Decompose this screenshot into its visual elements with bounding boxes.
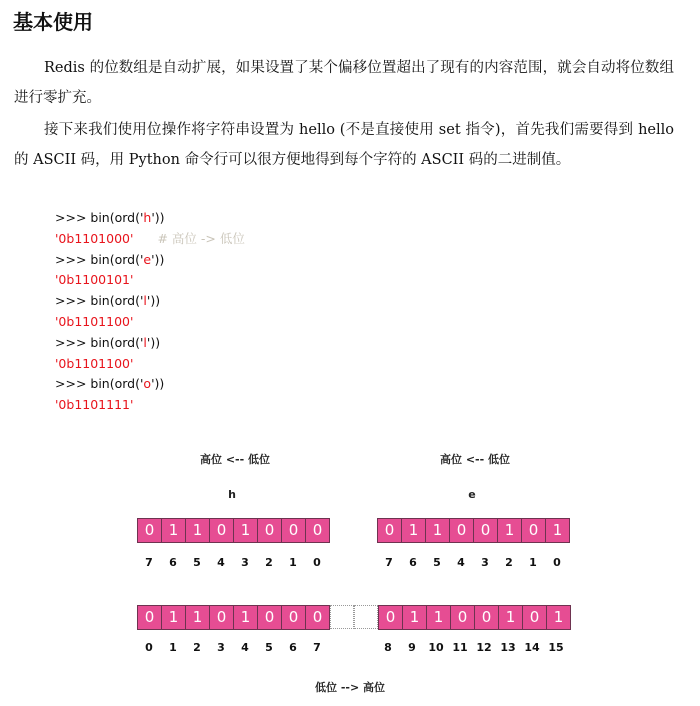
bit-cell: 1: [547, 605, 571, 630]
char-literal: e: [143, 251, 152, 267]
bit-index: 12: [476, 641, 492, 654]
prompt-end: ')): [151, 376, 165, 392]
code-command: [55, 333, 245, 354]
indices-e: [377, 556, 569, 569]
bit-cell: 1: [546, 518, 570, 543]
bit-index: 7: [313, 641, 321, 654]
bit-index: 1: [169, 641, 177, 654]
bit-cell: 0: [137, 518, 162, 543]
bit-index: 2: [193, 641, 201, 654]
bit-cell: 0: [450, 518, 474, 543]
empty-slot: [330, 605, 354, 629]
char-literal: h: [143, 210, 152, 225]
bit-cell: 1: [426, 518, 450, 543]
code-output: [55, 312, 245, 333]
code-output: [55, 354, 245, 375]
binary-output: '0b1101100': [55, 355, 134, 371]
code-output: [55, 270, 245, 291]
code-command: [55, 208, 245, 229]
binary-output: '0b1101111': [55, 397, 134, 413]
code-block: [55, 208, 245, 416]
bit-index: 11: [452, 641, 468, 654]
binary-output: '0b1100101': [55, 272, 134, 288]
bit-cell: 1: [186, 605, 210, 630]
prompt: >>> bin(ord(': [55, 210, 144, 225]
bit-cell: 1: [499, 605, 523, 630]
bit-index: 5: [193, 556, 201, 569]
code-command: [55, 374, 245, 395]
combined-bits: [137, 605, 571, 629]
bit-cell: 1: [498, 518, 522, 543]
prompt: >>> bin(ord(': [55, 334, 144, 350]
bit-cell: 0: [306, 518, 330, 543]
bit-index: 4: [457, 556, 465, 569]
code-comment: # 高位 -> 低位: [157, 230, 245, 246]
char-literal: l: [143, 334, 147, 350]
prompt: >>> bin(ord(': [55, 251, 144, 267]
bit-cell: 1: [234, 518, 258, 543]
bit-cell: 1: [162, 518, 186, 543]
prompt-end: ')): [146, 293, 161, 309]
bit-index: 5: [433, 556, 441, 569]
bit-index: 4: [217, 556, 225, 569]
bit-cell: 1: [427, 605, 451, 630]
bit-index: 6: [289, 641, 297, 654]
bit-cell: 1: [402, 518, 426, 543]
bit-cell: 0: [306, 605, 330, 630]
high-low-label: 高位 <-- 低位: [439, 453, 510, 466]
bit-cell: 0: [523, 605, 547, 630]
bit-index: 13: [500, 641, 516, 654]
bit-cell: 0: [475, 605, 499, 630]
bit-index: 1: [529, 556, 537, 569]
code-output: [55, 395, 245, 416]
section-title: 基本使用: [13, 10, 93, 34]
bit-index: 0: [145, 641, 153, 654]
char-literal: l: [143, 293, 147, 309]
prompt-end: ')): [151, 251, 165, 267]
bit-cell: 1: [162, 605, 186, 630]
bit-cell: 1: [186, 518, 210, 543]
bit-index: 7: [385, 556, 393, 569]
char-literal: o: [143, 376, 152, 392]
empty-slot: [354, 605, 378, 629]
bit-index: 3: [241, 556, 249, 569]
bit-cell: 0: [451, 605, 475, 630]
binary-output: '0b1101100': [55, 313, 134, 329]
bit-index: 1: [289, 556, 297, 569]
bit-cell: 0: [522, 518, 546, 543]
low-high-label: 低位 --> 高位: [314, 681, 385, 694]
indices-h: [137, 556, 329, 569]
bits-e: [377, 518, 570, 542]
bit-index: 6: [409, 556, 417, 569]
bit-cell: 1: [403, 605, 427, 630]
bit-cell: 0: [258, 518, 282, 543]
bit-cell: 0: [258, 605, 282, 630]
bit-index: 8: [384, 641, 392, 654]
prompt: >>> bin(ord(': [55, 293, 144, 309]
bit-index: 2: [265, 556, 273, 569]
bit-index: 14: [524, 641, 540, 654]
bit-cell: 0: [282, 605, 306, 630]
paragraph: 接下来我们使用位操作将字符串设置为 hello (不是直接使用 set 指令)，首先我们需要得到 hello 的 ASCII 码，用 Python 命令行可以很方便地得到每个字符的 ASCII 码的二进制值。: [14, 122, 674, 168]
bit-index: 3: [481, 556, 489, 569]
char-label-e: e: [468, 488, 476, 501]
combined-indices-right: [376, 641, 568, 654]
bit-index: 3: [217, 641, 225, 654]
bit-index: 5: [265, 641, 273, 654]
char-label-h: h: [228, 488, 236, 501]
bits-h: [137, 518, 330, 542]
code-command: [55, 291, 245, 312]
bit-cell: 0: [210, 605, 234, 630]
bit-index: 6: [169, 556, 177, 569]
bit-index: 4: [241, 641, 249, 654]
combined-indices-left: [137, 641, 329, 654]
bit-cell: 0: [377, 518, 402, 543]
code-command: [55, 250, 245, 271]
high-low-label: 高位 <-- 低位: [199, 453, 270, 466]
bit-index: 15: [548, 641, 564, 654]
prompt: >>> bin(ord(': [55, 376, 144, 392]
bit-cell: 0: [474, 518, 498, 543]
prompt-end: ')): [151, 210, 165, 225]
bit-index: 9: [408, 641, 416, 654]
bit-index: 7: [145, 556, 153, 569]
prompt-end: ')): [146, 334, 161, 350]
bit-index: 0: [553, 556, 561, 569]
bit-index: 10: [428, 641, 444, 654]
bit-cell: 0: [137, 605, 162, 630]
bit-cell: 0: [282, 518, 306, 543]
bit-cell: 0: [210, 518, 234, 543]
bit-index: 2: [505, 556, 513, 569]
bit-cell: 0: [378, 605, 403, 630]
bit-index: 0: [313, 556, 321, 569]
code-output: [55, 229, 245, 250]
paragraph: Redis 的位数组是自动扩展，如果设置了某个偏移位置超出了现有的内容范围，就会自动将位数组进行零扩充。: [14, 60, 674, 106]
bit-cell: 1: [234, 605, 258, 630]
binary-output: '0b1101000': [55, 230, 134, 246]
combined-e-bits: [378, 605, 571, 629]
